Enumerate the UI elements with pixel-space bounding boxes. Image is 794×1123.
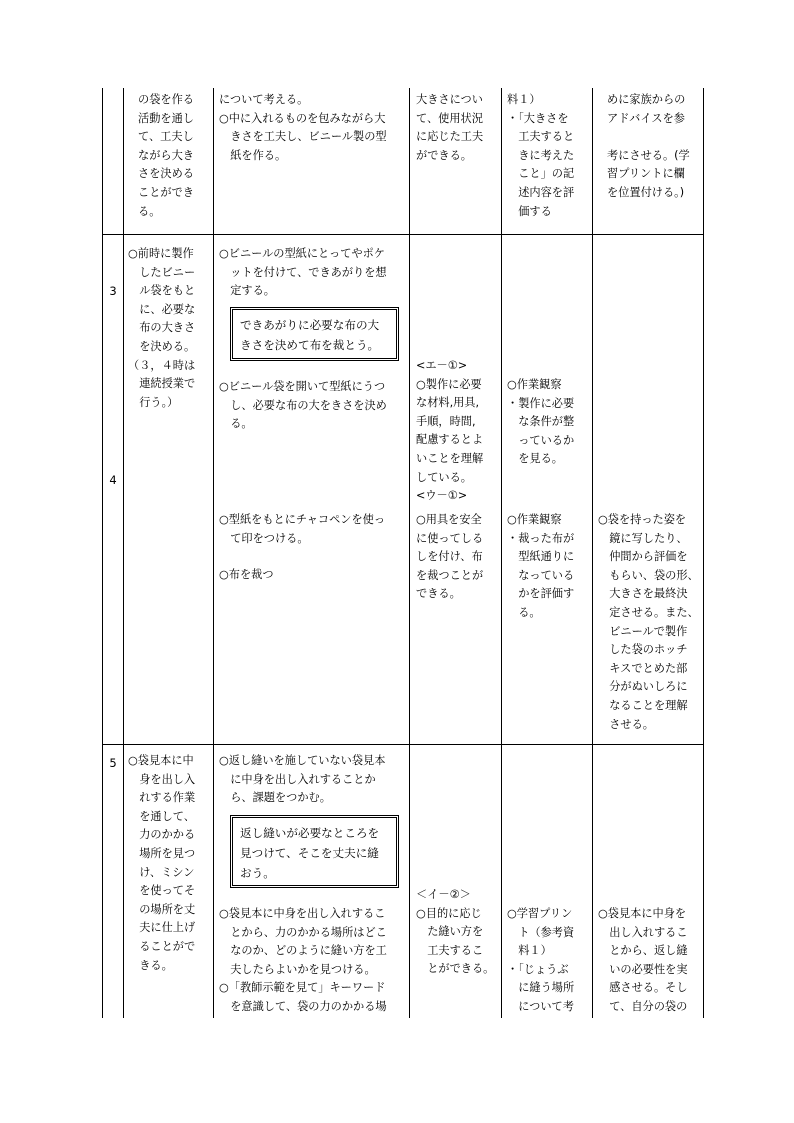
text-line: ル袋をもと: [128, 284, 196, 298]
text-line: ・「大きさを: [507, 111, 569, 125]
text-line: 配慮するとよ: [416, 433, 484, 447]
text-line: について考: [507, 999, 574, 1013]
text-line: きる。: [128, 958, 173, 972]
text-line: 行う。）: [128, 395, 179, 409]
text-line: ・裁った布が: [507, 531, 575, 545]
text-line: け、ミシン: [128, 865, 195, 879]
text-line: 鏡に写したり、: [598, 531, 688, 545]
text-line: 定させる。また、: [598, 605, 699, 619]
text-line: ら、課題をつかむ。: [219, 791, 331, 805]
text-line: ○袋見本に中身を: [598, 907, 687, 920]
text-line: 料１）: [507, 944, 552, 958]
text-line: ットを付けて、できあがりを想: [219, 265, 387, 279]
text-line: に使ってしる: [416, 531, 484, 545]
text-line: ビニールで製作: [598, 624, 688, 638]
text-line: できる。: [416, 587, 461, 601]
text-line: 工夫するこ: [416, 943, 484, 957]
criteria-cell: [416, 91, 483, 165]
text-line: きさを工夫し、ビニール製の型: [219, 130, 387, 144]
text-line: 出し入れするこ: [598, 925, 688, 939]
text-line: なることを理解: [598, 698, 688, 712]
text-line: 大きさについ: [416, 93, 483, 106]
text-line: れする作業: [128, 791, 196, 805]
text-line: 価する: [507, 204, 552, 218]
text-line: ○ビニール袋を開いて型紙にうつ: [219, 380, 386, 393]
text-line: ○目的に応じ: [416, 906, 482, 920]
text-line: させる。: [598, 717, 654, 731]
activity-cell: [219, 752, 385, 808]
text-line: 布の大きさ: [128, 321, 196, 335]
activity-cell: [219, 245, 387, 301]
task-box-text: [240, 823, 379, 883]
text-line: しを付け、布: [416, 550, 483, 564]
text-line: （３，４時は: [128, 358, 196, 372]
text-line: て印をつける。: [219, 531, 309, 545]
criteria-cell: [416, 357, 483, 506]
text-line: し、必要な布の大をきさを決め: [219, 398, 387, 412]
evaluation-cell: [507, 905, 574, 1017]
task-box-text: [240, 315, 379, 355]
text-line: 手順，時間,: [416, 414, 476, 428]
text-line: 見つけて、そこを丈夫に縫: [240, 846, 379, 860]
text-line: した袋のホッチ: [598, 643, 688, 657]
text-line: いことを理解: [416, 451, 484, 465]
text-line: な材料,用具,: [416, 396, 480, 410]
text-line: きに考えた: [507, 148, 575, 162]
column-divider: [409, 88, 410, 1018]
text-line: こと」の記: [507, 167, 575, 181]
text-line: に、必要な: [128, 302, 196, 316]
text-line: ・製作に必要: [507, 396, 575, 410]
text-line: ○作業観察: [507, 378, 562, 391]
text-line: ○返し縫いを施していない袋見本: [219, 754, 386, 767]
activity-cell: [219, 511, 385, 548]
text-line: て、工夫し: [138, 130, 194, 144]
support-cell: [598, 511, 699, 734]
text-line: なのか、どのように縫い方を工: [219, 944, 387, 958]
goal-cell: [128, 245, 195, 412]
text-line: 料１）: [507, 93, 541, 106]
text-line: ト（参考資: [507, 925, 575, 939]
column-divider: [213, 88, 214, 1018]
text-line: できあがりに必要な布の大: [240, 318, 380, 332]
text-line: て、自分の袋の: [598, 999, 688, 1013]
text-line: 夫したらよいかを見つける。: [219, 962, 376, 976]
text-line: 夫に仕上げ: [128, 921, 196, 935]
text-line: た縫い方を: [416, 925, 484, 939]
evaluation-cell: [507, 91, 574, 221]
text-line: を使ってそ: [128, 884, 196, 898]
text-line: る。: [219, 417, 253, 431]
text-line: ながら大き: [138, 148, 194, 162]
evaluation-cell: [507, 511, 574, 623]
text-line: とから、返し縫: [598, 944, 688, 958]
goal-cell: [128, 752, 195, 975]
column-divider: [123, 88, 124, 1018]
text-line: アドバイスを参: [607, 111, 685, 125]
text-line: に応じた工夫: [416, 130, 484, 144]
text-line: を通して、: [128, 809, 195, 823]
text-line: ○袋を持った姿を: [598, 513, 687, 526]
text-line: <エ－①>: [416, 359, 468, 372]
text-line: いの必要性を実: [598, 962, 688, 976]
text-line: ○袋見本に中身を出し入れするこ: [219, 907, 386, 920]
text-line: に縫う場所: [507, 981, 575, 995]
text-line: の袋を作る: [138, 93, 194, 106]
text-line: ○型紙をもとにチャコペンを使っ: [219, 513, 386, 526]
text-line: ○前時に製作: [128, 247, 194, 260]
support-cell: [607, 91, 690, 203]
text-line: 仲間から評価を: [598, 550, 688, 564]
lesson-number: 4: [109, 473, 117, 487]
text-line: 感させる。そし: [598, 981, 688, 995]
text-line: かを評価す: [507, 587, 575, 601]
support-cell: [598, 905, 688, 1017]
text-line: めに家族からの: [607, 93, 686, 106]
text-line: ・「じょうぶ: [507, 962, 569, 976]
text-line: 場所を見つ: [128, 846, 196, 860]
text-line: を位置付ける。): [607, 185, 685, 199]
lesson-plan-table: [102, 88, 704, 1018]
table-border-right: [703, 88, 704, 1018]
text-line: 型紙通りに: [507, 550, 575, 564]
text-line: している。: [416, 470, 472, 484]
text-line: 定する。: [219, 284, 275, 298]
text-line: なっている: [507, 568, 575, 582]
criteria-cell: [416, 511, 483, 604]
row-divider: [102, 744, 704, 745]
activity-cell: [219, 91, 387, 165]
text-line: 活動を通し: [138, 111, 194, 125]
text-line: て、使用状況: [416, 111, 483, 125]
text-line: を裁つことが: [416, 568, 484, 582]
text-line: キスでとめた部: [598, 661, 688, 675]
activity-cell: ○布を裁つ: [219, 568, 274, 581]
evaluation-cell: [507, 376, 574, 469]
text-line: 身を出し入: [128, 772, 196, 786]
text-line: を意識して、袋の力のかかる場: [219, 999, 387, 1013]
text-line: 返し縫いが必要なところを: [240, 826, 380, 840]
text-line: ができる。: [416, 148, 472, 162]
text-line: について考える。: [219, 93, 309, 106]
activity-cell: [219, 378, 387, 434]
text-line: ＜イ－②＞: [416, 888, 471, 901]
text-line: ○学習プリン: [507, 907, 573, 920]
criteria-cell: [416, 886, 494, 979]
text-line: っているか: [507, 433, 575, 447]
text-line: きさを決めて布を裁とう。: [240, 338, 380, 352]
lesson-number: 5: [109, 756, 117, 770]
text-line: 考にさせる。(学: [607, 148, 690, 162]
table-border-left: [102, 88, 103, 1018]
text-line: さを決める: [138, 167, 194, 181]
text-line: の場所を丈: [128, 902, 196, 916]
lesson-number: 3: [109, 284, 117, 298]
text-line: を見る。: [507, 452, 563, 466]
text-line: 習プリントに欄: [607, 167, 685, 181]
text-line: ○中に入れるものを包みながら大: [219, 111, 386, 125]
text-line: ○ビニールの型紙にとってやポケ: [219, 247, 385, 260]
text-line: したビニー: [128, 265, 196, 279]
text-line: [607, 128, 690, 147]
lesson-task-box: [230, 307, 399, 361]
text-line: を決める。: [128, 339, 196, 353]
text-line: 連続授業で: [128, 377, 196, 391]
text-line: 分がぬいしろに: [598, 680, 688, 694]
column-divider: [592, 88, 593, 1018]
text-line: る。: [507, 605, 541, 619]
text-line: 紙を作る。: [219, 148, 287, 162]
text-line: に中身を出し入れすることか: [219, 772, 376, 786]
text-line: ○「教師示範を見て」キーワード: [219, 981, 386, 995]
goal-cell: [138, 91, 194, 221]
text-line: 工夫すると: [507, 130, 575, 144]
text-line: ○用具を安全: [416, 513, 482, 526]
text-line: ○袋見本に中: [128, 754, 194, 767]
text-line: 力のかかる: [128, 828, 196, 842]
text-line: ることがで: [128, 939, 196, 953]
activity-cell: [219, 905, 387, 1017]
text-line: もらい、袋の形、: [598, 568, 699, 582]
text-line: おう。: [240, 866, 275, 880]
text-line: な条件が整: [507, 415, 575, 429]
text-line: 述内容を評: [507, 185, 575, 199]
row-divider: [102, 234, 704, 235]
text-line: ○製作に必要: [416, 377, 482, 391]
text-line: ことができ: [138, 185, 194, 199]
column-divider: [501, 88, 502, 1018]
text-line: とができる。: [416, 962, 495, 976]
lesson-task-box: [230, 815, 399, 888]
text-line: る。: [138, 204, 161, 218]
text-line: 大きさを最終決: [598, 587, 688, 601]
text-line: <ウ－①>: [416, 489, 468, 503]
text-line: ○作業観察: [507, 513, 562, 526]
text-line: とから、力のかかる場所はどこ: [219, 925, 387, 939]
